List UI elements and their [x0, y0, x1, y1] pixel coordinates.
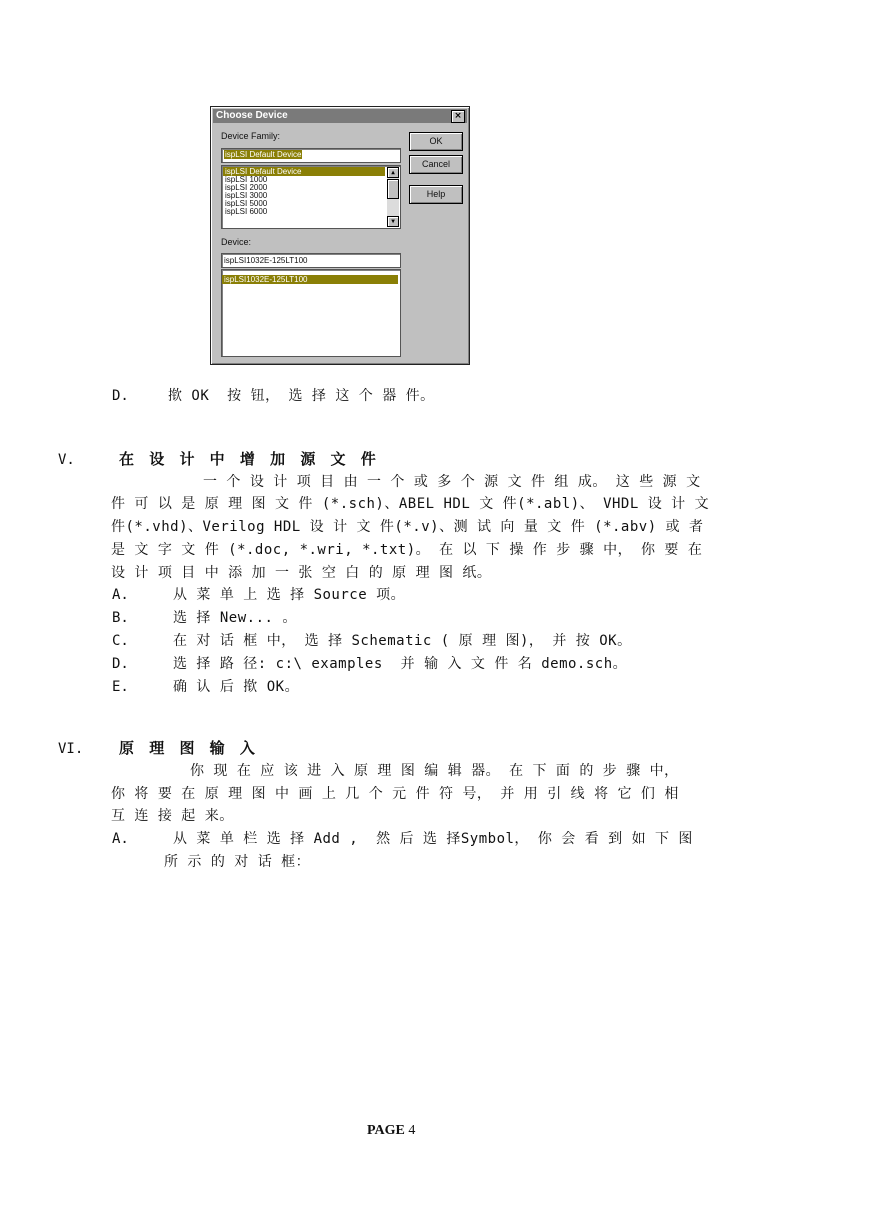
- dialog-title: Choose Device: [216, 110, 288, 121]
- step-label: A.: [112, 831, 129, 847]
- paragraph-line: 是 文 字 文 件 (*.doc, *.wri, *.txt)。 在 以 下 操 作 步 骤 中， 你 要 在: [111, 542, 703, 558]
- step-text: 从 菜 单 栏 选 择 Add , 然 后 选 择Symbol， 你 会 看 到 如 下 图: [173, 831, 693, 847]
- family-list-scrollbar[interactable]: [387, 167, 399, 227]
- scroll-up-icon[interactable]: ▲: [387, 167, 399, 178]
- step-text: 确 认 后 揿 OK。: [173, 679, 300, 695]
- device-list[interactable]: [221, 269, 401, 357]
- step-label: B.: [112, 610, 129, 626]
- scroll-down-icon[interactable]: ▼: [387, 216, 399, 227]
- family-list-item[interactable]: ispLSI 3000: [225, 191, 268, 200]
- device-value: ispLSI1032E-125LT100: [224, 256, 308, 265]
- step-label: E.: [112, 679, 129, 695]
- step-text: 从 菜 单 上 选 择 Source 项。: [173, 587, 406, 603]
- ok-button[interactable]: OK: [409, 132, 463, 151]
- section-title: 在 设 计 中 增 加 源 文 件: [119, 450, 381, 468]
- device-family-input[interactable]: [221, 148, 401, 163]
- page-number: 4: [408, 1123, 416, 1138]
- family-list-item[interactable]: ispLSI 6000: [225, 207, 268, 216]
- section-number: VI.: [58, 741, 84, 757]
- dialog-title-bar: [213, 109, 467, 123]
- step-text: 选 择 New... 。: [173, 610, 297, 626]
- cancel-button[interactable]: Cancel: [409, 155, 463, 174]
- device-family-label: Device Family:: [221, 131, 281, 141]
- paragraph-line: 你 现 在 应 该 进 入 原 理 图 编 辑 器。 在 下 面 的 步 骤 中，: [190, 763, 679, 779]
- family-list-item[interactable]: ispLSI Default Device: [223, 167, 385, 176]
- page-footer: [367, 1123, 415, 1139]
- help-button[interactable]: Help: [409, 185, 463, 204]
- paragraph-line: 一 个 设 计 项 目 由 一 个 或 多 个 源 文 件 组 成。 这 些 源 文: [203, 474, 701, 490]
- step-text: 在 对 话 框 中， 选 择 Schematic ( 原 理 图)， 并 按 OK。: [173, 633, 632, 649]
- step-text: 选 择 路 径: c:\ examples 并 输 入 文 件 名 demo.sch。: [173, 656, 628, 672]
- paragraph-line: 你 将 要 在 原 理 图 中 画 上 几 个 元 件 符 号， 并 用 引 线 将 它 们 相: [111, 786, 679, 802]
- device-list-item[interactable]: ispLSI1032E-125LT100: [222, 275, 398, 284]
- device-label: Device:: [221, 237, 252, 247]
- section-title: 原 理 图 输 入: [119, 739, 260, 757]
- step-label: A.: [112, 587, 129, 603]
- choose-device-dialog: [210, 106, 470, 365]
- step-label: C.: [112, 633, 129, 649]
- close-icon[interactable]: ×: [451, 110, 465, 123]
- device-family-list[interactable]: [221, 165, 401, 229]
- scroll-thumb[interactable]: [387, 179, 399, 199]
- paragraph-line: 件(*.vhd)、Verilog HDL 设 计 文 件(*.v)、测 试 向 量 文 件 (*.abv) 或 者: [111, 519, 704, 535]
- paragraph-line: 互 连 接 起 来。: [111, 808, 234, 824]
- device-input[interactable]: [221, 253, 401, 268]
- section-number: V.: [58, 452, 75, 468]
- step-label: D.: [112, 656, 129, 672]
- family-list-item[interactable]: ispLSI 5000: [225, 199, 268, 208]
- step-label: D.: [112, 388, 129, 404]
- family-list-item[interactable]: ispLSI 1000: [225, 175, 268, 184]
- step-text: 揿 OK 按 钮， 选 择 这 个 器 件。: [168, 388, 435, 404]
- page-word: PAGE: [367, 1123, 405, 1138]
- step-text-continued: 所 示 的 对 话 框：: [164, 854, 311, 870]
- paragraph-line: 设 计 项 目 中 添 加 一 张 空 白 的 原 理 图 纸。: [111, 565, 492, 581]
- device-family-value: ispLSI Default Device: [225, 150, 302, 159]
- paragraph-line: 件 可 以 是 原 理 图 文 件 (*.sch)、ABEL HDL 文 件(*.abl)、 VHDL 设 计 文: [111, 496, 710, 512]
- family-list-item[interactable]: ispLSI 2000: [225, 183, 268, 192]
